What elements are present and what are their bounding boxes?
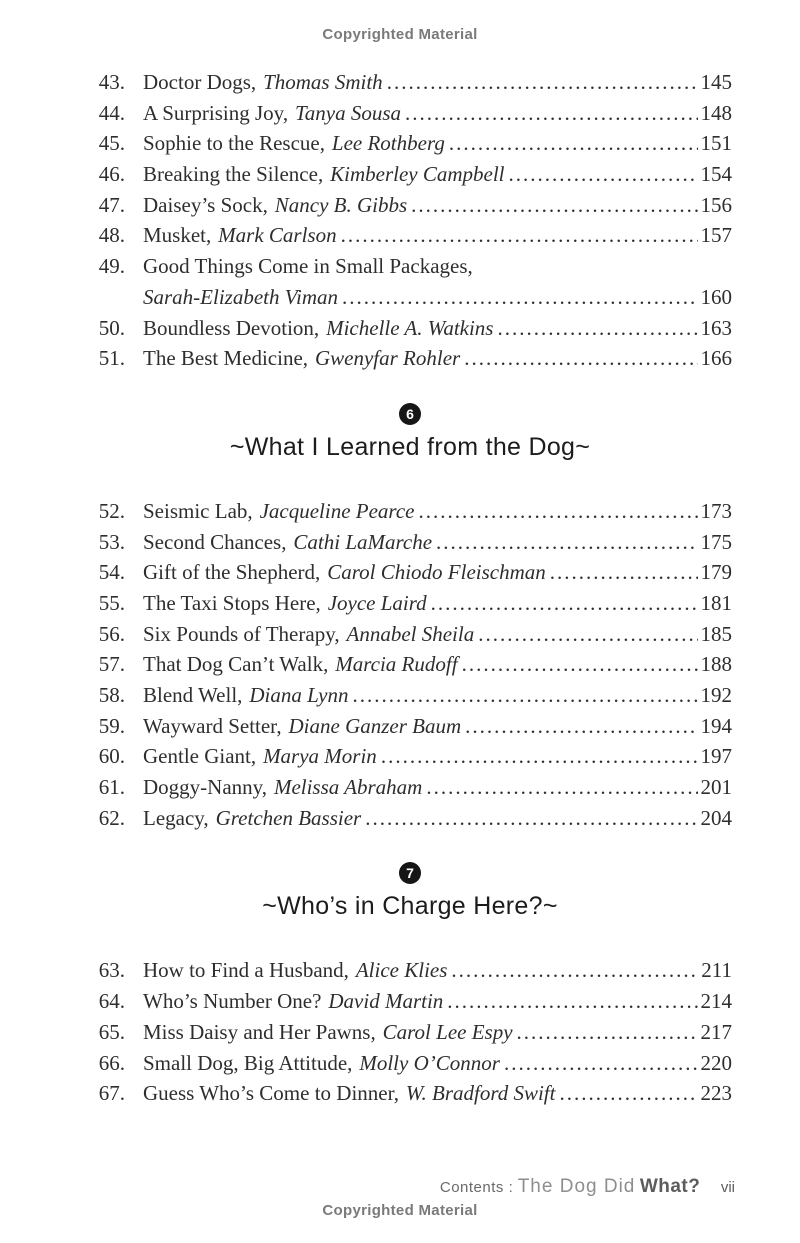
entry-page: 223 — [700, 1081, 732, 1106]
entry-title: Gentle Giant, — [143, 744, 257, 769]
entry-title: Legacy, — [143, 805, 209, 830]
entry-number: 50. — [98, 315, 125, 340]
dot-leader — [436, 527, 697, 558]
entry-title: Guess Who’s Come to Dinner, — [143, 1081, 399, 1106]
entry-title: Second Chances, — [143, 529, 287, 554]
entry-author: Kimberley Campbell — [330, 162, 505, 187]
entry-number: 57. — [98, 652, 125, 677]
entry-title: Sophie to the Rescue, — [143, 131, 325, 156]
section-number-badge: 6 — [399, 403, 421, 425]
toc-entry — [88, 741, 732, 772]
entry-number: 51. — [98, 346, 125, 371]
entry-page: 151 — [700, 131, 732, 156]
entry-author: Mark Carlson — [218, 223, 337, 248]
section-number-badge: 7 — [399, 862, 421, 884]
copyright-top-notice: Copyrighted Material — [322, 26, 478, 43]
toc-list — [88, 496, 732, 834]
toc-entry — [88, 313, 732, 344]
toc-list — [88, 955, 732, 1108]
entry-title: The Best Medicine, — [143, 346, 309, 371]
dot-leader — [411, 190, 697, 221]
toc-entry — [88, 343, 732, 374]
entry-title: Seismic Lab, — [143, 498, 253, 523]
entry-title: A Surprising Joy, — [143, 100, 289, 125]
entry-number: 49. — [98, 254, 125, 279]
entry-page: 148 — [700, 100, 732, 125]
entry-title: Gift of the Shepherd, — [143, 560, 321, 585]
copyright-bottom-notice: Copyrighted Material — [322, 1201, 478, 1219]
dot-leader — [478, 619, 697, 650]
entry-page: 214 — [700, 989, 732, 1014]
dot-leader — [517, 1017, 698, 1048]
entry-title: The Taxi Stops Here, — [143, 590, 321, 615]
entry-page: 211 — [701, 958, 732, 983]
entry-number: 58. — [98, 683, 125, 707]
dot-leader — [451, 955, 698, 986]
toc-entry — [88, 619, 732, 650]
dot-leader — [352, 680, 697, 711]
toc-list — [88, 67, 732, 374]
entry-number: 65. — [98, 1019, 125, 1044]
entry-author: Nancy B. Gibbs — [274, 192, 408, 217]
toc-entry — [88, 527, 732, 558]
entry-number: 66. — [98, 1050, 125, 1075]
toc-entry — [88, 159, 732, 190]
entry-author: Alice Klies — [355, 958, 448, 983]
entry-number: 60. — [98, 744, 125, 769]
entry-author: Marya Morin — [263, 744, 377, 769]
footer-page-number: vii — [720, 1178, 735, 1196]
dot-leader — [559, 1078, 697, 1109]
section-header — [88, 403, 732, 463]
entry-author: Gwenyfar Rohler — [314, 346, 461, 371]
toc-entry — [88, 67, 732, 98]
entry-page: 175 — [700, 529, 732, 554]
toc-entry — [88, 711, 732, 742]
dot-leader — [426, 772, 697, 803]
entry-title: Musket, — [143, 223, 212, 248]
toc-entry — [88, 98, 732, 129]
entry-author: W. Bradford Swift — [405, 1081, 556, 1106]
toc-entry — [88, 557, 732, 588]
dot-leader — [550, 557, 698, 588]
entry-page: 173 — [700, 498, 732, 523]
section-header — [88, 862, 732, 922]
entry-author: Carol Lee Espy — [382, 1019, 513, 1044]
entry-number: 56. — [98, 621, 125, 646]
entry-title: Blend Well, — [143, 683, 243, 707]
entry-page: 185 — [700, 621, 732, 646]
entry-page: 181 — [700, 590, 732, 615]
entry-author: Diane Ganzer Baum — [288, 713, 462, 738]
entry-author: Lee Rothberg — [331, 131, 445, 156]
entry-author: David Martin — [328, 989, 444, 1014]
page-footer — [0, 1175, 735, 1200]
entry-number: 64. — [98, 989, 125, 1014]
toc-entry — [88, 496, 732, 527]
entry-number: 59. — [98, 713, 125, 738]
entry-author: Annabel Sheila — [346, 621, 475, 646]
toc-entry — [88, 128, 732, 159]
entry-title: Who’s Number One? — [143, 989, 322, 1014]
toc-entry — [88, 1017, 732, 1048]
toc-entry — [88, 251, 732, 282]
entry-number: 45. — [98, 131, 125, 156]
dot-leader — [342, 282, 697, 313]
entry-page: 163 — [700, 315, 732, 340]
dot-leader — [509, 159, 698, 190]
entry-page: 194 — [700, 713, 732, 738]
entry-title: Daisey’s Sock, — [143, 192, 268, 217]
entry-page: 179 — [700, 560, 732, 585]
toc-entry — [88, 1078, 732, 1109]
section-title: ~What I Learned from the Dog~ — [229, 432, 591, 461]
entry-author: Diana Lynn — [249, 683, 349, 707]
entry-title: That Dog Can’t Walk, — [143, 652, 329, 677]
section-title: ~Who’s in Charge Here?~ — [262, 892, 558, 921]
toc-entry — [88, 190, 732, 221]
entry-number: 52. — [98, 498, 125, 523]
entry-author: Jacqueline Pearce — [259, 498, 415, 523]
entry-author: Melissa Abraham — [273, 775, 423, 800]
footer-book-title-bold: What? — [639, 1175, 701, 1197]
toc-entry — [88, 1048, 732, 1079]
entry-author: Gretchen Bassier — [215, 805, 362, 830]
entry-number: 46. — [98, 162, 125, 187]
entry-number: 48. — [98, 223, 125, 248]
entry-number: 61. — [98, 775, 125, 800]
footer-book-title-light: The Dog Did — [517, 1175, 636, 1197]
dot-leader — [381, 741, 698, 772]
entry-page: 145 — [700, 70, 732, 94]
entry-author: Molly O’Connor — [359, 1050, 500, 1075]
dot-leader — [341, 220, 698, 251]
dot-leader — [405, 98, 698, 129]
entry-author: Carol Chiodo Fleischman — [327, 560, 546, 585]
entry-title: Small Dog, Big Attitude, — [143, 1050, 353, 1075]
entry-title: Miss Daisy and Her Pawns, — [143, 1019, 376, 1044]
entry-number: 67. — [98, 1081, 125, 1106]
entry-page: 166 — [700, 346, 732, 371]
entry-title: Good Things Come in Small Packages, — [143, 254, 473, 279]
entry-author: Marcia Rudoff — [335, 652, 458, 677]
entry-page: 201 — [700, 775, 732, 800]
entry-number: 55. — [98, 590, 125, 615]
entry-page: 156 — [700, 192, 732, 217]
entry-page: 197 — [700, 744, 732, 769]
entry-number-spacer — [88, 282, 125, 313]
entry-page: 220 — [700, 1050, 732, 1075]
entry-page: 157 — [700, 223, 732, 248]
entry-author: Sarah-Elizabeth Viman — [143, 284, 339, 309]
dot-leader — [462, 649, 698, 680]
toc-entry — [88, 986, 732, 1017]
entry-page: 188 — [700, 652, 732, 677]
entry-author: Cathi LaMarche — [293, 529, 433, 554]
entry-number: 44. — [98, 100, 125, 125]
entry-title: Breaking the Silence, — [143, 162, 324, 187]
entry-page: 204 — [700, 805, 732, 830]
dot-leader — [449, 128, 698, 159]
entry-page: 160 — [700, 284, 732, 309]
entry-title: Boundless Devotion, — [143, 315, 320, 340]
entry-title: Doctor Dogs, — [143, 70, 257, 94]
dot-leader — [497, 313, 697, 344]
entry-number: 47. — [98, 192, 125, 217]
entry-number: 43. — [98, 70, 125, 94]
toc-entry — [88, 220, 732, 251]
dot-leader — [418, 496, 697, 527]
entry-title: Six Pounds of Therapy, — [143, 621, 340, 646]
entry-page: 154 — [700, 162, 732, 187]
dot-leader — [387, 67, 698, 98]
entry-page: 217 — [700, 1019, 732, 1044]
dot-leader — [465, 711, 697, 742]
entry-author: Michelle A. Watkins — [326, 315, 494, 340]
entry-author: Joyce Laird — [327, 590, 427, 615]
toc-entry — [88, 772, 732, 803]
dot-leader — [447, 986, 697, 1017]
toc-entry — [88, 680, 732, 711]
entry-author: Tanya Sousa — [295, 100, 401, 125]
toc-entry-continuation — [88, 282, 732, 313]
entry-title: Wayward Setter, — [143, 713, 282, 738]
entry-title: How to Find a Husband, — [143, 958, 349, 983]
entry-number: 53. — [98, 529, 125, 554]
entry-author: Thomas Smith — [263, 70, 383, 94]
entry-number: 54. — [98, 560, 125, 585]
toc-entry — [88, 803, 732, 834]
footer-contents-label: Contents : — [439, 1178, 514, 1196]
toc-entry — [88, 649, 732, 680]
dot-leader — [464, 343, 697, 374]
entry-number: 63. — [98, 958, 125, 983]
entry-page: 192 — [700, 683, 732, 707]
toc — [88, 67, 732, 1109]
toc-entry — [88, 588, 732, 619]
entry-title: Doggy-Nanny, — [143, 775, 268, 800]
dot-leader — [504, 1048, 698, 1079]
toc-entry — [88, 955, 732, 986]
entry-number: 62. — [98, 805, 125, 830]
dot-leader — [365, 803, 697, 834]
dot-leader — [431, 588, 698, 619]
